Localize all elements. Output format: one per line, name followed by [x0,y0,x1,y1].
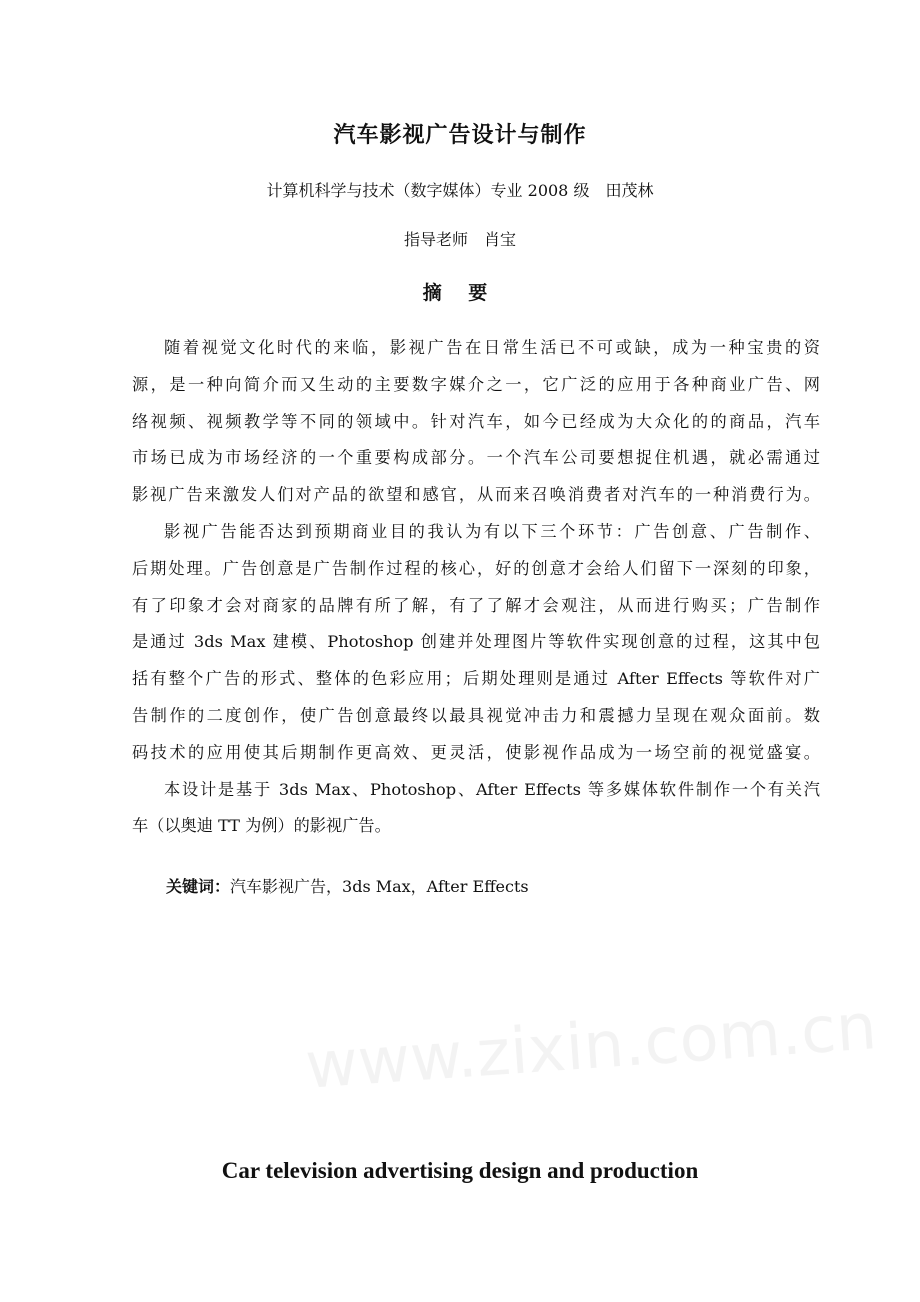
keywords-line [166,874,529,897]
paper-title: 汽车影视广告设计与制作 [333,123,587,148]
advisor-line: 指导老师 肖宝 [403,230,516,249]
abstract-line: 随着视觉文化时代的来临，影视广告在日常生活已不可或缺，成为一种宝贵的资 [164,338,820,357]
watermark [303,990,879,1104]
abstract-line: 是通过 3ds Max 建模、Photoshop 创建并处理图片等软件实现创意的过程，这其中包 [132,632,820,652]
abstract-line: 影视广告能否达到预期商业目的我认为有以下三个环节：广告创意、广告制作、 [164,521,820,541]
abstract-line: 本设计是基于 3ds Max、Photoshop、After Effects 等多媒体软件制作一个有关汽 [164,779,820,799]
abstract-line: 括有整个广告的形式、整体的色彩应用；后期处理则是通过 After Effects 等软件对广 [132,669,820,689]
abstract-body [132,330,820,845]
keywords-label: 关键词： [166,877,231,896]
abstract-line: 影视广告来激发人们对产品的欲望和感官，从而来召唤消费者对汽车的一种消费行为。 [132,485,820,505]
english-title: Car television advertising design and production [221,1158,699,1183]
abstract-line: 络视频、视频教学等不同的领域中。针对汽车，如今已经成为大众化的的商品，汽车 [132,411,820,431]
abstract-line: 有了印象才会对商家的品牌有所了解，有了了解才会观注，从而进行购买；广告制作 [132,595,820,615]
abstract-line: 后期处理。广告创意是广告制作过程的核心，好的创意才会给人们留下一深刻的印象， [132,558,820,578]
keywords-text: 汽车影视广告，3ds Max，After Effects [230,877,529,896]
abstract-line: 源，是一种向简介而又生动的主要数字媒介之一，它广泛的应用于各种商业广告、网 [132,374,820,394]
abstract-line: 车（以奥迪 TT 为例）的影视广告。 [132,816,391,836]
abstract-heading: 摘 要 [422,282,498,304]
author-line: 计算机科学与技术（数字媒体）专业 2008 级 田茂林 [266,181,654,200]
abstract-line: 码技术的应用使其后期制作更高效、更灵活，使影视作品成为一场空前的视觉盛宴。 [132,742,820,762]
abstract-line: 市场已成为市场经济的一个重要构成部分。一个汽车公司要想捉住机遇，就必需通过 [132,448,820,468]
abstract-line: 告制作的二度创作，使广告创意最终以最具视觉冲击力和震撼力呈现在观众面前。数 [132,705,820,725]
